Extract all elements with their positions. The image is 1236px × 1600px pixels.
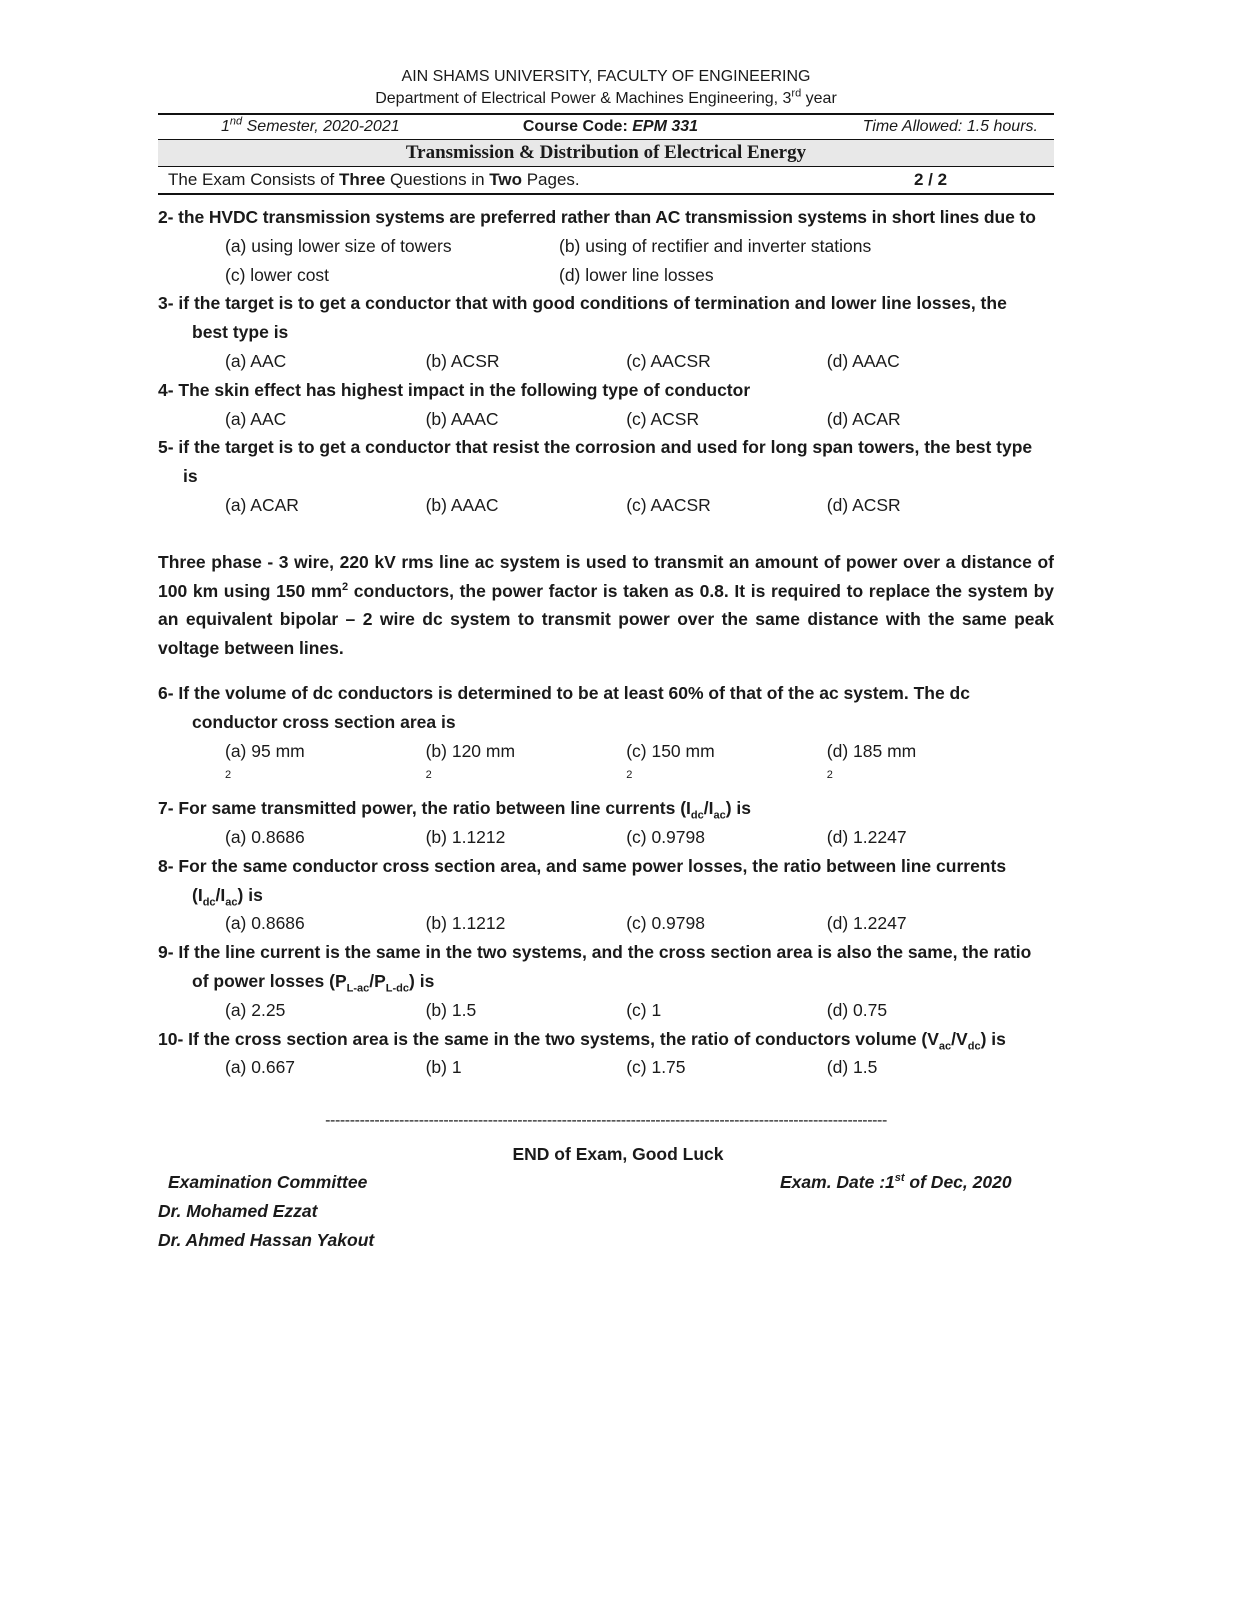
option-d: (d) AAAC <box>826 350 900 371</box>
question-7-options <box>158 823 1054 852</box>
question-3 <box>158 289 1054 347</box>
option-d: (d) 1.2247 <box>826 826 907 847</box>
consists-two: Two <box>489 170 522 189</box>
exam-date-post: of Dec, 2020 <box>904 1172 1012 1192</box>
question-8 <box>158 852 1054 910</box>
sub-dc: dc <box>967 1040 981 1053</box>
sub-dc: dc <box>690 809 704 822</box>
option-b: (b) ACSR <box>425 350 500 371</box>
option-d: (d) ACAR <box>826 408 901 429</box>
exam-consists-row <box>158 167 1054 193</box>
sub-l-ac: L-ac <box>346 982 370 995</box>
question-2: 2- the HVDC transmission systems are preferred rather than AC transmission systems in short lines due to <box>158 207 1036 227</box>
question-3-text: 3- if the target is to get a conductor that with good conditions of termination and lower line losses, the <box>158 293 1007 314</box>
question-5-text: 5- if the target is to get a conductor that resist the corrosion and used for long span towers, the best type <box>158 437 1033 458</box>
option-d-text: (d) 185 mm <box>826 740 917 761</box>
option-a: (a) 0.667 <box>225 1057 296 1078</box>
problem-sup: 2 <box>342 580 349 593</box>
consists-3: Questions in <box>385 170 490 189</box>
exam-date-sup: st <box>894 1172 905 1185</box>
question-7-text: 7- For same transmitted power, the ratio between line currents (I <box>158 798 691 819</box>
consists-1: The Exam Consists of <box>168 170 340 189</box>
option-c: (c) lower cost <box>225 264 330 285</box>
sub-ac: ac <box>713 809 726 822</box>
question-8-cont <box>158 881 1054 910</box>
question-9 <box>158 938 1054 996</box>
unit-sup: 2 <box>225 769 232 782</box>
course-code-label: Course Code: <box>522 118 633 135</box>
option-b: (b) AAAC <box>425 494 499 515</box>
option-d: (d) 1.5 <box>826 1057 878 1078</box>
option-a: (a) AAC <box>225 350 287 371</box>
consists-three: Three <box>339 170 386 189</box>
option-c: (c) AACSR <box>626 350 711 371</box>
committee-member-1: Dr. Mohamed Ezzat <box>158 1201 318 1221</box>
option-b: (b) 1.5 <box>425 999 477 1020</box>
option-b: (b) 1.1212 <box>425 826 506 847</box>
option-a: (a) AAC <box>225 408 287 429</box>
department-line <box>158 88 1054 110</box>
question-9-mid: /P <box>369 970 386 991</box>
question-4-options <box>158 405 1054 434</box>
question-10 <box>158 1025 1054 1054</box>
option-b: (b) AAAC <box>425 408 499 429</box>
problem-text-2: conductors, the power factor is taken as 0.8. It is required to replace the system by an equivalent bipolar – 2 wire dc system to transmit power over the same distance with the same peak voltage between lines. <box>158 580 1054 659</box>
option-d: (d) lower line losses <box>559 264 714 285</box>
time-allowed: Time Allowed: 1.5 hours. <box>862 118 1038 135</box>
question-10-mid: /V <box>951 1028 968 1049</box>
exam-info-row <box>158 115 1054 139</box>
exam-page <box>158 66 1054 1082</box>
question-10-end: ) is <box>980 1028 1006 1049</box>
option-a: (a) using lower size of towers <box>225 235 452 256</box>
exam-date <box>780 1168 1012 1197</box>
question-9-text: 9- If the line current is the same in the two systems, and the cross section area is also the same, the ratio <box>158 942 1032 963</box>
question-6 <box>158 679 1054 737</box>
question-9-cont-pre: of power losses (P <box>192 970 347 991</box>
question-2-options-row2 <box>158 261 1054 290</box>
question-9-end: ) is <box>409 970 435 991</box>
question-7-mid: /I <box>703 798 714 819</box>
question-10-text: 10- If the cross section area is the same in the two systems, the ratio of conductors volume (V <box>158 1028 939 1049</box>
option-c: (c) 0.9798 <box>626 913 705 934</box>
option-b-text: (b) 120 mm <box>425 740 516 761</box>
question-5 <box>158 433 1054 491</box>
problem-text-1: Three phase - 3 wire, 220 kV rms line ac system is used to transmit an amount of power over a distance of 100 km using 150 mm <box>158 551 1054 601</box>
semester-sup: nd <box>229 115 243 128</box>
option-c-text: (c) 150 mm <box>626 740 715 761</box>
option-d: (d) 0.75 <box>826 999 888 1020</box>
option-a: (a) 0.8686 <box>225 826 305 847</box>
semester-num: 1 <box>221 118 230 135</box>
option-a: (a) ACAR <box>225 494 299 515</box>
option-a: (a) 0.8686 <box>225 913 305 934</box>
exam-date-pre: Exam. Date :1 <box>780 1172 895 1192</box>
separator-dashes: ------------------------------------------------------------------------------------------------------------------ <box>325 1112 887 1129</box>
question-5-cont: is <box>183 466 198 487</box>
question-5-options <box>158 491 1054 520</box>
question-8-cont-pre: (I <box>192 884 203 905</box>
course-code <box>463 115 759 139</box>
option-c: (c) ACSR <box>626 408 700 429</box>
option-c: (c) 0.9798 <box>626 826 705 847</box>
department-year: year <box>801 90 837 107</box>
semester-text: Semester, 2020-2021 <box>242 118 400 135</box>
option-d: (d) 1.2247 <box>826 913 907 934</box>
course-code-value: EPM 331 <box>632 118 699 135</box>
page-number: 2 / 2 <box>914 170 948 189</box>
option-c <box>626 737 827 795</box>
question-2-options-row1 <box>158 232 1054 261</box>
unit-sup: 2 <box>425 769 432 782</box>
examination-committee: Examination Committee <box>168 1172 368 1192</box>
sub-dc: dc <box>202 896 216 909</box>
question-7-end: ) is <box>725 798 752 819</box>
option-b <box>426 737 627 795</box>
unit-sup: 2 <box>626 769 633 782</box>
option-c: (c) AACSR <box>626 494 711 515</box>
question-8-options <box>158 909 1054 938</box>
course-title: Transmission & Distribution of Electrical Energy <box>158 140 1054 166</box>
end-of-exam: END of Exam, Good Luck <box>512 1144 724 1164</box>
semester <box>158 115 463 139</box>
problem-statement <box>158 548 1054 663</box>
sub-ac: ac <box>225 896 238 909</box>
option-a <box>225 737 426 795</box>
question-4: 4- The skin effect has highest impact in the following type of conductor <box>158 379 751 400</box>
option-c: (c) 1.75 <box>626 1057 686 1078</box>
question-8-end: ) is <box>237 884 263 905</box>
committee-member-2: Dr. Ahmed Hassan Yakout <box>158 1230 375 1250</box>
option-c: (c) 1 <box>626 999 662 1020</box>
option-a: (a) 2.25 <box>225 999 286 1020</box>
question-9-cont <box>158 967 1054 996</box>
question-7 <box>158 794 1054 823</box>
question-10-options <box>158 1053 1054 1082</box>
question-8-text: 8- For the same conductor cross section area, and same power losses, the ratio between line currents <box>158 855 1007 876</box>
option-d: (d) ACSR <box>826 494 901 515</box>
consists-5: Pages. <box>522 170 580 189</box>
option-b: (b) 1.1212 <box>425 913 506 934</box>
department-sup: rd <box>791 87 802 100</box>
question-6-cont: conductor cross section area is <box>192 711 456 732</box>
unit-sup: 2 <box>826 769 833 782</box>
question-8-mid: /I <box>215 884 226 905</box>
exam-consists-text <box>168 167 580 193</box>
option-d <box>827 737 1028 795</box>
option-b: (b) using of rectifier and inverter stations <box>559 235 872 256</box>
question-6-text: 6- If the volume of dc conductors is determined to be at least 60% of that of the ac system. The dc <box>158 682 970 703</box>
question-6-options <box>158 737 1054 795</box>
option-b: (b) 1 <box>425 1057 462 1078</box>
question-3-cont: best type is <box>192 322 289 343</box>
sub-l-dc: L-dc <box>385 982 410 995</box>
option-a-text: (a) 95 mm <box>225 740 305 761</box>
university-name: AIN SHAMS UNIVERSITY, FACULTY OF ENGINEERING <box>401 68 811 85</box>
sub-ac: ac <box>938 1040 952 1053</box>
question-3-options <box>158 347 1054 376</box>
department-text: Department of Electrical Power & Machines Engineering, 3 <box>375 90 792 107</box>
question-9-options <box>158 996 1054 1025</box>
